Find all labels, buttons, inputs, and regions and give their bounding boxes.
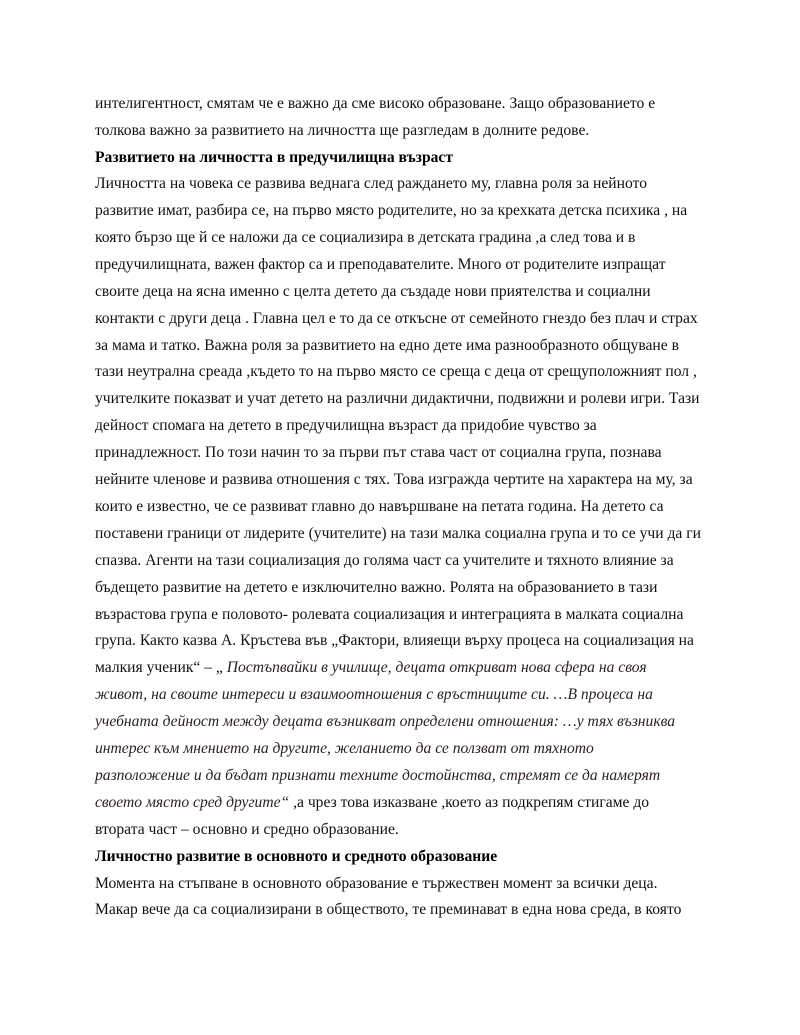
paragraph-line: тази неутрална среада ,където то на първо място се среща с деца от срещуположният пол , — [95, 363, 697, 380]
quote-line: разположение и да бъдат признати техните достойнства, стремят се да намерят — [95, 767, 661, 784]
paragraph-line: за мама и татко. Важна роля за развитието на едно дете има разнообразното общуване в — [95, 337, 679, 354]
paragraph-line: които е известно, че се развиват главно до навършване на петата година. На детето са — [95, 498, 664, 515]
paragraph-line: принадлежност. По този начин то за първи път става част от социална група, познава — [95, 444, 662, 461]
quote-line: учебната дейност между децата възникват определени отношения: …у тях възниква — [95, 713, 676, 730]
paragraph-line: Личността на човека се развива веднага след раждането му, главна роля за нейното — [95, 175, 647, 192]
paragraph-line: учителките показват и учат детето на различни дидактични, подвижни и ролеви игри. Тази — [95, 390, 700, 407]
paragraph-line: поставени граници от лидерите (учителите) на тази малка социална група и то се учи да ги — [95, 525, 701, 542]
quote-text: Постъпвайки в училище, децата откриват нова сфера на своя — [226, 659, 647, 676]
paragraph-line: възрастова група е половото- ролевата социализация и интеграцията в малката социална — [95, 606, 684, 623]
paragraph-line — [95, 793, 649, 813]
paragraph-line — [95, 658, 647, 678]
paragraph-line: развитие имат, разбира се, на първо място родителите, но за крехката детска психика , на — [95, 202, 688, 219]
paragraph-line: контакти с други деца . Главна цел е то да се откъсне от семейното гнездо без плач и страх — [95, 310, 698, 327]
paragraph-line: бъдещето развитие на детето е изключително важно. Ролята на образованието в тази — [95, 579, 658, 596]
section-heading: Личностно развитие в основното и средното образование — [95, 848, 498, 865]
paragraph-line: спазва. Агенти на тази социализация до голяма част са учителите и тяхното влияние за — [95, 552, 674, 569]
paragraph-line: група. Както казва А. Кръстева във „Фактори, влияещи върху процеса на социализация на — [95, 632, 694, 649]
paragraph-line: своите деца на ясна именно с целта детето да създаде нови приятелства и социални — [95, 283, 651, 300]
paragraph-line: Макар вече да са социализирани в обществото, те преминават в една нова среда, в която — [95, 901, 682, 918]
line-text: малкия ученик“ – „ — [95, 659, 227, 676]
paragraph-line: втората част – основно и средно образование. — [95, 821, 399, 838]
paragraph-line: толкова важно за развитието на личността ще разгледам в долните редове. — [95, 122, 590, 139]
paragraph-line: предучилищната, важен фактор са и преподавателите. Много от родителите изпращат — [95, 256, 666, 273]
paragraph-line: нейните членове и развива отношения с тях. Това изгражда чертите на характера на му, за — [95, 471, 693, 488]
section-heading: Развитието на личността в предучилищна възраст — [95, 149, 454, 166]
paragraph-line: Момента на стъпване в основното образование е тържествен момент за всички деца. — [95, 875, 658, 892]
quote-text: своето място сред другите“ — [95, 794, 290, 811]
quote-line: живот, на своите интереси и взаимоотношения с връстниците си. …В процеса на — [95, 686, 653, 703]
paragraph-line: дейност спомага на детето в предучилищна възраст да придобие чувство за — [95, 417, 597, 434]
paragraph-line: която бързо ще й се наложи да се социализира в детската градина ,а след това и в — [95, 229, 636, 246]
quote-line: интерес към мнението на другите, желанието да се ползват от тяхното — [95, 740, 594, 757]
paragraph-line: интелигентност, смятам че е важно да сме високо образоване. Защо образованието е — [95, 95, 656, 112]
line-text: ,а чрез това изказване ,което аз подкрепям стигаме до — [289, 794, 650, 811]
